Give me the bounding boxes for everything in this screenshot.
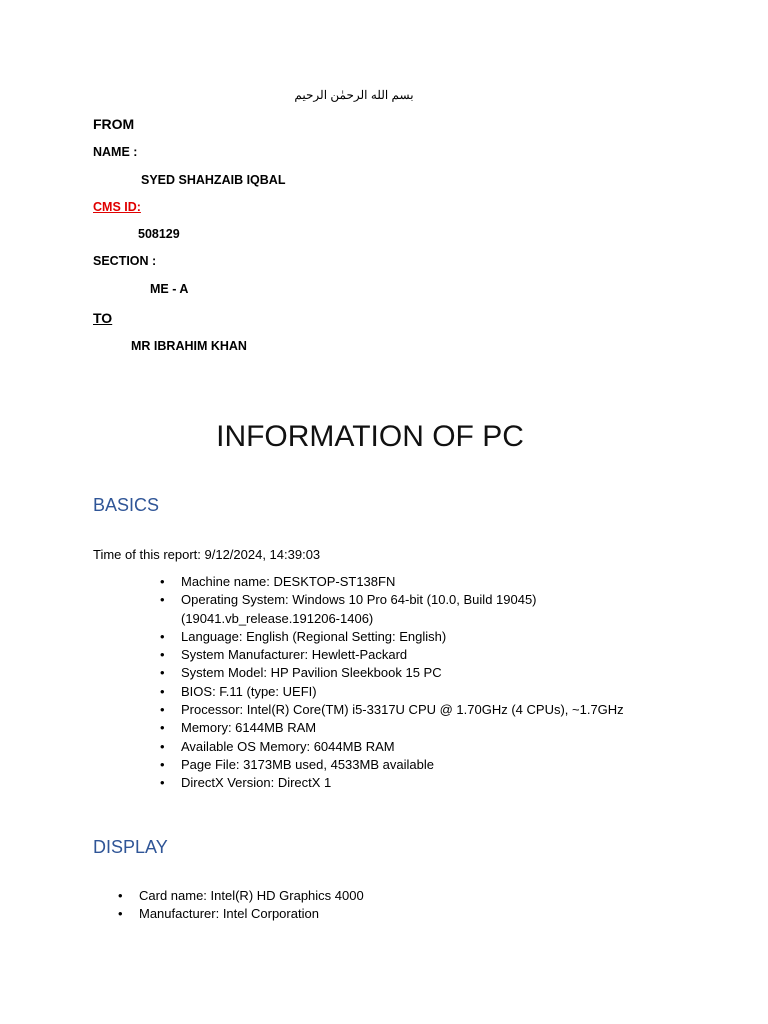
list-item-continuation: (19041.vb_release.191206-1406) [181,610,374,626]
bullet-icon: • [160,647,165,663]
bullet-icon: • [160,738,165,754]
list-item: • Language: English (Regional Setting: English) [181,628,661,646]
bullet-icon: • [160,683,165,699]
bullet-icon: • [118,888,123,903]
bullet-icon: • [160,775,165,791]
list-item: • Manufacturer: Intel Corporation [139,905,619,923]
list-item: • Page File: 3173MB used, 4533MB available [181,756,661,774]
list-item: • System Manufacturer: Hewlett-Packard [181,646,661,664]
cms-id-value: 508129 [138,227,180,241]
list-item: • DirectX Version: DirectX 1 [181,774,661,792]
display-list [118,887,619,924]
list-item: • Processor: Intel(R) Core(TM) i5-3317U CPU @ 1.70GHz (4 CPUs), ~1.7GHz [181,701,661,719]
bullet-icon: • [118,906,123,922]
bullet-icon: • [160,592,165,608]
from-label: FROM [93,116,135,132]
bullet-icon: • [160,720,165,736]
list-item: • System Model: HP Pavilion Sleekbook 15 PC [181,664,661,682]
bullet-icon: • [160,702,165,718]
bullet-icon: • [160,756,165,772]
list-item: • Memory: 6144MB RAM [181,719,661,737]
to-value: MR IBRAHIM KHAN [131,339,247,353]
list-item: • Available OS Memory: 6044MB RAM [181,738,661,756]
basics-list [160,573,661,793]
cms-id-label: CMS ID: [93,200,141,214]
section-label: SECTION : [93,254,157,268]
display-heading: DISPLAY [93,837,168,857]
page-title: INFORMATION OF PC [216,420,524,453]
basics-heading: BASICS [93,495,160,515]
list-item: • BIOS: F.11 (type: UEFI) [181,683,661,701]
name-label: NAME : [93,145,138,159]
report-time: Time of this report: 9/12/2024, 14:39:03 [93,547,321,562]
list-item: • Card name: Intel(R) HD Graphics 4000 [139,887,619,905]
bullet-icon: • [160,665,165,681]
bismillah-text: بسم الله الرحمٰن الرحيم [294,88,414,102]
to-label: TO [93,310,113,326]
list-item: • Operating System: Windows 10 Pro 64-bit (10.0, Build 19045) [181,591,661,609]
name-value: SYED SHAHZAIB IQBAL [141,173,286,187]
list-item: • Machine name: DESKTOP-ST138FN [181,573,661,591]
bullet-icon: • [160,628,165,644]
bullet-icon: • [160,574,165,589]
section-value: ME - A [150,282,189,296]
